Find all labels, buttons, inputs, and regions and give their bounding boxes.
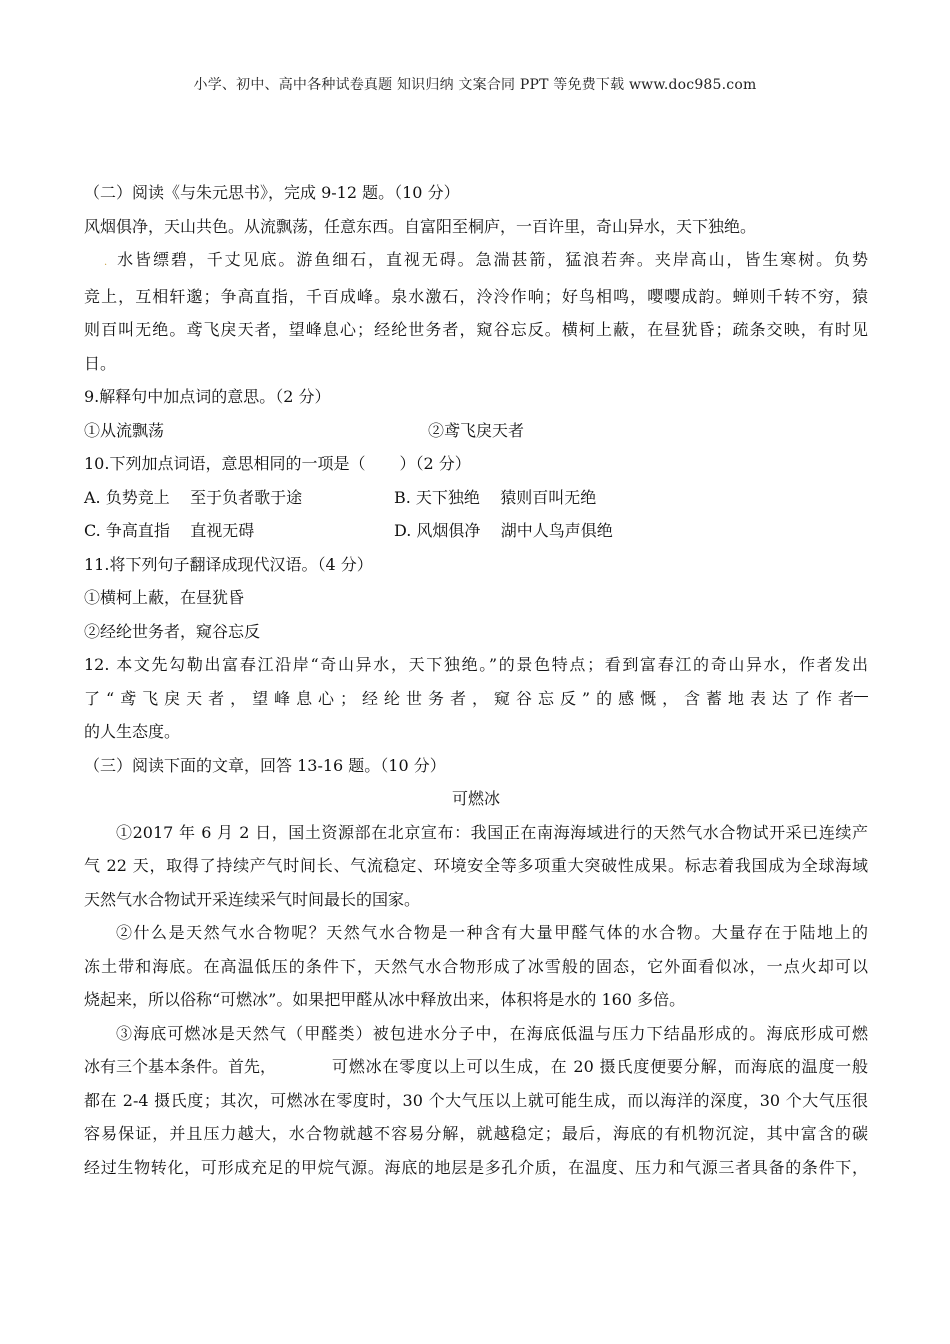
passage-paragraph-2-line: 则百叫无绝。鸢飞戾天者，望峰息心；经纶世务者，窥谷忘反。横柯上蔽，在昼犹昏；疏条交映，有时见 bbox=[84, 320, 868, 339]
option-a: A. 负势竞上 至于负者歌于途 bbox=[84, 487, 303, 507]
passage-paragraph-2-line: 竞上，互相轩邈；争高直指，千百成峰。泉水激石，泠泠作响；好鸟相鸣，嘤嘤成韵。蝉则千转不穷，猿 bbox=[84, 286, 868, 306]
option-c: C. 争高直指 直视无碍 bbox=[84, 521, 255, 540]
question-9-items bbox=[84, 414, 868, 448]
passage-paragraph-1: 风烟俱净，天山共色。从流飘荡，任意东西。自富阳至桐庐，一百许里，奇山异水，天下独绝。 bbox=[84, 216, 757, 236]
article-paragraph-1-line: 气 22 天，取得了持续产气时间长、气流稳定、环境安全等多项重大突破性成果。标志着我国成为全球海域 bbox=[84, 856, 868, 875]
answer-blank[interactable] bbox=[276, 1050, 332, 1084]
question-10-row-ab bbox=[84, 481, 868, 515]
option-d: D. 风烟俱净 湖中人鸟声俱绝 bbox=[394, 521, 613, 540]
article-paragraph-2-line: ②什么是天然气水合物呢？天然气水合物是一种含有大量甲醛气体的水合物。大量存在于陆地上的 bbox=[116, 923, 868, 942]
question-10-row-cd bbox=[84, 514, 868, 548]
question-12-line: 的人生态度。 bbox=[84, 722, 181, 741]
article-paragraph-1-line: ①2017 年 6 月 2 日，国土资源部在北京宣布：我国正在南海海域进行的天然气水合物试开采已连续产 bbox=[116, 822, 868, 842]
article-title: 可燃冰 bbox=[451, 789, 500, 808]
question-12-line: 了“鸢飞戾天者，望峰息心；经纶世务者，窥谷忘反”的感慨，含蓄地表达了作者 bbox=[84, 682, 868, 716]
article-paragraph-3-line: ③海底可燃冰是天然气（甲醛类）被包进水分子中，在海底低温与压力下结晶形成的。海底形成可燃 bbox=[116, 1023, 868, 1043]
question-9-item-b: ②鸢飞戾天者 bbox=[428, 420, 525, 440]
article-paragraph-3-line: 冰有三个基本条件。首先， 可燃冰在零度以上可以生成，在 20 摄氏度便要分解，而海底的温度一般 bbox=[84, 1050, 868, 1084]
section2-title: （二）阅读《与朱元思书》，完成 9-12 题。（10 分） bbox=[84, 183, 460, 202]
article-paragraph-2-line: 烧起来，所以俗称“可燃冰”。如果把甲醛从冰中释放出来，体积将是水的 160 多倍。 bbox=[84, 990, 686, 1009]
article-paragraph-3-line: 经过生物转化，可形成充足的甲烷气源。海底的地层是多孔介质，在温度、压力和气源三者具备的条件下， bbox=[84, 1157, 868, 1177]
article-paragraph-1-line: 天然气水合物试开采连续采气时间最长的国家。 bbox=[84, 889, 421, 909]
passage-paragraph-2-line: 日。 bbox=[84, 353, 117, 373]
document-body bbox=[84, 176, 868, 1184]
question-11-item-a: ①横柯上蔽，在昼犹昏 bbox=[84, 588, 245, 607]
section3-title: （三）阅读下面的文章，回答 13-16 题。（10 分） bbox=[84, 755, 446, 775]
option-b: B. 天下独绝 猿则百叫无绝 bbox=[394, 487, 597, 507]
question-10-title: 10.下列加点词语，意思相同的一项是（ ）（2 分） bbox=[84, 454, 471, 473]
article-paragraph-3-line: 都在 2-4 摄氏度；其次，可燃冰在零度时，30 个大气压以上就可能生成，而以海洋的深度，30 个大气压很 bbox=[84, 1090, 868, 1110]
question-12-line: 12. 本文先勾勒出富春江沿岸“奇山异水，天下独绝。”的景色特点；看到富春江的奇山异水，作者发出 bbox=[84, 655, 868, 674]
passage-paragraph-2-line: . 水皆缥碧，千丈见底。游鱼细石，直视无碍。急湍甚箭，猛浪若奔。夹岸高山，皆生寒树。负势 bbox=[104, 250, 868, 269]
stray-mark: . bbox=[104, 257, 108, 268]
question-11-item-b: ②经纶世务者，窥谷忘反 bbox=[84, 621, 261, 641]
question-11-title: 11.将下列句子翻译成现代汉语。（4 分） bbox=[84, 554, 373, 574]
page-header: 小学、初中、高中各种试卷真题 知识归纳 文案合同 PPT 等免费下载 www.doc985.com bbox=[193, 77, 757, 93]
article-paragraph-3-line: 容易保证，并且压力越大，水合物就越不容易分解，就越稳定；最后，海底的有机物沉淀，其中富含的碳 bbox=[84, 1124, 868, 1143]
answer-blank[interactable] bbox=[854, 682, 868, 697]
question-9-title: 9.解释句中加点词的意思。（2 分） bbox=[84, 387, 331, 406]
article-paragraph-2-line: 冻土带和海底。在高温低压的条件下，天然气水合物形成了冰雪般的固态，它外面看似冰，一点火却可以 bbox=[84, 956, 868, 976]
question-9-item-a: ①从流飘荡 bbox=[84, 420, 165, 440]
